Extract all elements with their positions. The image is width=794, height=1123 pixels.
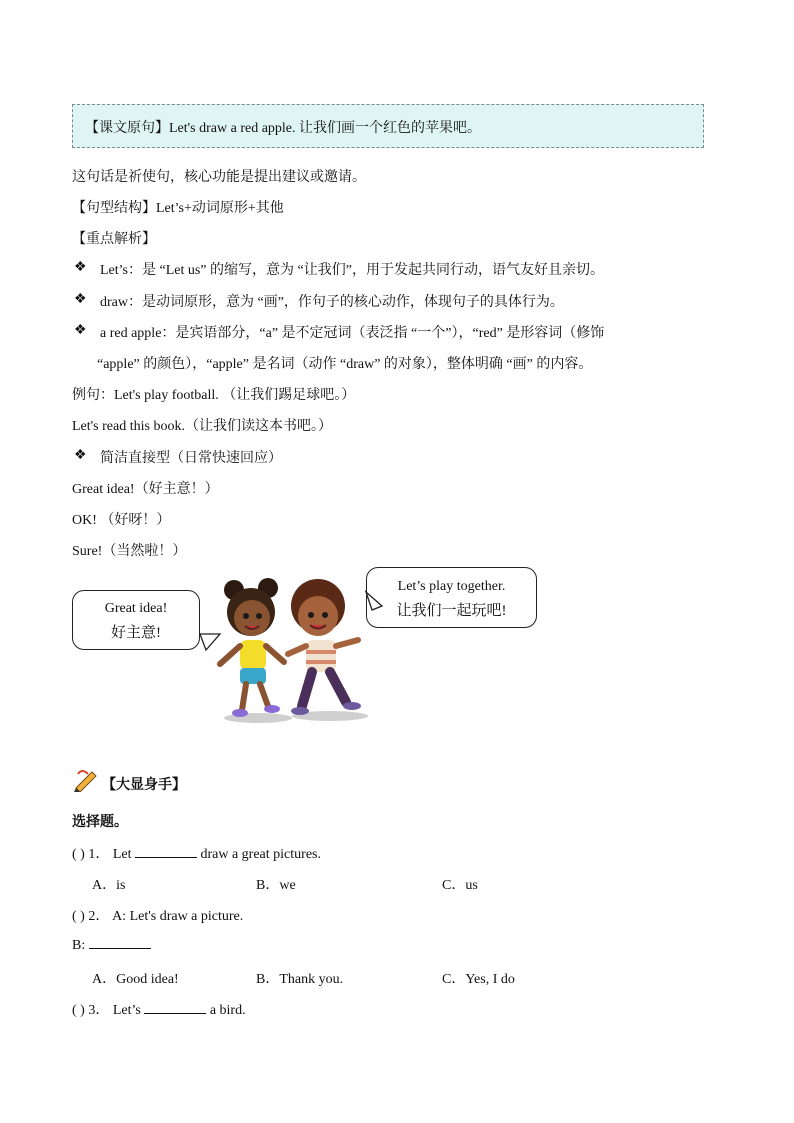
response-2: OK! （好呀！） <box>72 513 171 528</box>
answer-blank[interactable] <box>144 1001 206 1014</box>
option-c[interactable]: C．Yes, I do <box>442 972 515 987</box>
girl-figure <box>220 578 284 717</box>
question-number: 2． <box>88 909 110 924</box>
option-c[interactable]: C．us <box>442 878 478 893</box>
question-2-answer-line <box>72 936 151 954</box>
question-text: Let <box>112 847 132 862</box>
analysis-title: 【重点解析】 <box>72 232 156 247</box>
section-title: 【大显身手】 <box>102 778 186 793</box>
question-3 <box>72 999 246 1019</box>
exercise-title: 选择题。 <box>72 815 128 830</box>
answer-blank[interactable] <box>89 936 151 949</box>
original-sentence-box <box>72 104 704 148</box>
point-lets: Let’s：是 “Let us” 的缩写，意为 “让我们”，用于发起共同行动，语气友好且亲切。 <box>100 263 604 278</box>
speech-bubble-right <box>366 567 537 628</box>
example-2: Let's read this book.（让我们读这本书吧。） <box>72 419 332 434</box>
example-1: 例句：Let's play football. （让我们踢足球吧。） <box>72 388 356 403</box>
bullet-icon: ❖ <box>74 260 87 275</box>
question-text: A: Let's draw a picture. <box>112 909 244 924</box>
question-text: draw a great pictures. <box>200 847 321 862</box>
question-text: Let’s <box>112 1003 141 1018</box>
answer-paren[interactable]: ( ) <box>72 847 85 862</box>
bubble-tail-right <box>366 592 382 610</box>
answer-blank[interactable] <box>135 845 197 858</box>
question-text: a bird. <box>209 1003 246 1018</box>
sentence-structure: 【句型结构】Let’s+动词原形+其他 <box>72 201 284 216</box>
intro-text: 这句话是祈使句，核心功能是提出建议或邀请。 <box>72 170 366 185</box>
option-b[interactable]: B．Thank you. <box>256 972 344 987</box>
point-draw: draw：是动词原形，意为 “画”，作句子的核心动作，体现句子的具体行为。 <box>100 295 564 310</box>
boy-figure <box>288 579 361 715</box>
point-a-red-apple-cont: “apple” 的颜色），“apple” 是名词（动作 “draw” 的对象），整体明确 “画” 的内容。 <box>97 357 593 372</box>
option-a[interactable]: A．is <box>92 878 126 893</box>
pencil-icon <box>72 768 100 792</box>
bubble-right-zh: 让我们一起玩吧! <box>396 603 507 619</box>
response-type: 简洁直接型（日常快速回应） <box>100 451 282 466</box>
question-1 <box>72 843 321 863</box>
answer-paren[interactable]: ( ) <box>72 1003 85 1018</box>
bubble-right-en: Let’s play together. <box>397 579 506 594</box>
bullet-icon: ❖ <box>74 448 87 463</box>
bullet-icon: ❖ <box>74 292 87 307</box>
original-sentence-text: 【课文原句】Let's draw a red apple. 让我们画一个红色的苹果吧。 <box>85 121 482 136</box>
option-b[interactable]: B．we <box>256 878 296 893</box>
question-2 <box>72 905 243 925</box>
response-3: Sure!（当然啦！） <box>72 544 187 559</box>
bubble-left-zh: 好主意! <box>111 625 161 641</box>
question-number: 1． <box>88 847 110 862</box>
answer-paren[interactable]: ( ) <box>72 909 85 924</box>
bullet-icon: ❖ <box>74 323 87 338</box>
kids-illustration <box>196 572 386 732</box>
response-1: Great idea!（好主意！） <box>72 482 219 497</box>
point-a-red-apple: a red apple：是宾语部分，“a” 是不定冠词（表泛指 “一个”），“red” 是形容词（修饰 <box>100 326 605 341</box>
speech-bubble-left <box>72 590 200 650</box>
question-number: 3． <box>88 1003 110 1018</box>
option-a[interactable]: A．Good idea! <box>92 972 179 987</box>
bubble-left-en: Great idea! <box>104 601 168 616</box>
bubble-tail-left <box>200 634 220 650</box>
answer-label: B: <box>72 938 86 953</box>
